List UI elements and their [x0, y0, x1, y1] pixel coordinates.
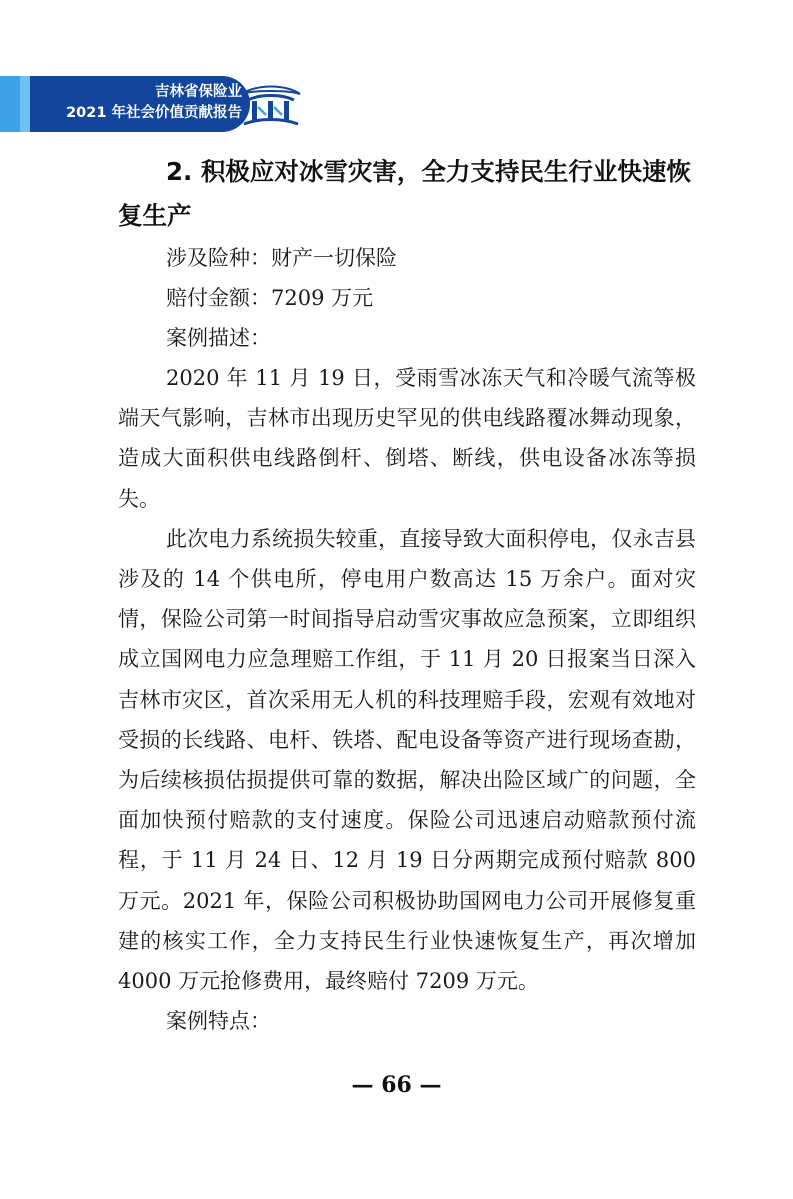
- header-title: [36, 82, 242, 124]
- claim-amount: 赔付金额：7209 万元: [166, 286, 374, 310]
- header-title-line2: 2021 年社会价值贡献报告: [66, 105, 242, 121]
- case-paragraph-1: 2020 年 11 月 19 日，受雨雪冰冻天气和冷暖气流等极端天气影响，吉林市出现历史罕见的供电线路覆冰舞动现象，造成大面积供电线路倒杆、倒塔、断线，供电设备冰冻等损失。: [118, 366, 696, 511]
- header-title-line1: 吉林省保险业: [155, 84, 242, 100]
- header-accent-stripe: [0, 76, 20, 132]
- page-number: — 66 —: [351, 1072, 442, 1098]
- case-features-label: 案例特点：: [166, 1009, 271, 1034]
- report-header: [0, 76, 310, 132]
- header-accent-stripe-light: [20, 76, 30, 132]
- insurance-type: 涉及险种：财产一切保险: [166, 246, 397, 270]
- case-description-label: 案例描述：: [166, 326, 271, 350]
- page-content: [118, 150, 696, 1041]
- case-paragraph-2: 此次电力系统损失较重，直接导致大面积停电，仅永吉县涉及的 14 个供电所，停电用户数高达 15 万余户。面对灾情，保险公司第一时间指导启动雪灾事故应急预案，立即组织成立国网电力应急理赔工作组，于 11 月 20 日报案当日深入吉林市灾区，首次采用无人机的科技理赔手段，宏观有效地对受损的长线路、电杆、铁塔、配电设备等资产进行现场查勘，为后续核损估损提供可靠的数据，解决出险区域广的问题，全面加快预付赔款的支付速度。保险公司迅速启动赔款预付流程，于 11 月 24 日、12 月 19 日分两期完成预付赔款 800 万元。2021 年，保险公司积极协助国网电力公司开展修复重建的核实工作，全力支持民生行业快速恢复生产，再次增加 4000 万元抢修费用，最终赔付 7209 万元。: [118, 526, 696, 994]
- pavilion-logo-icon: [236, 80, 306, 130]
- section-title: 2. 积极应对冰雪灾害，全力支持民生行业快速恢复生产: [118, 157, 691, 230]
